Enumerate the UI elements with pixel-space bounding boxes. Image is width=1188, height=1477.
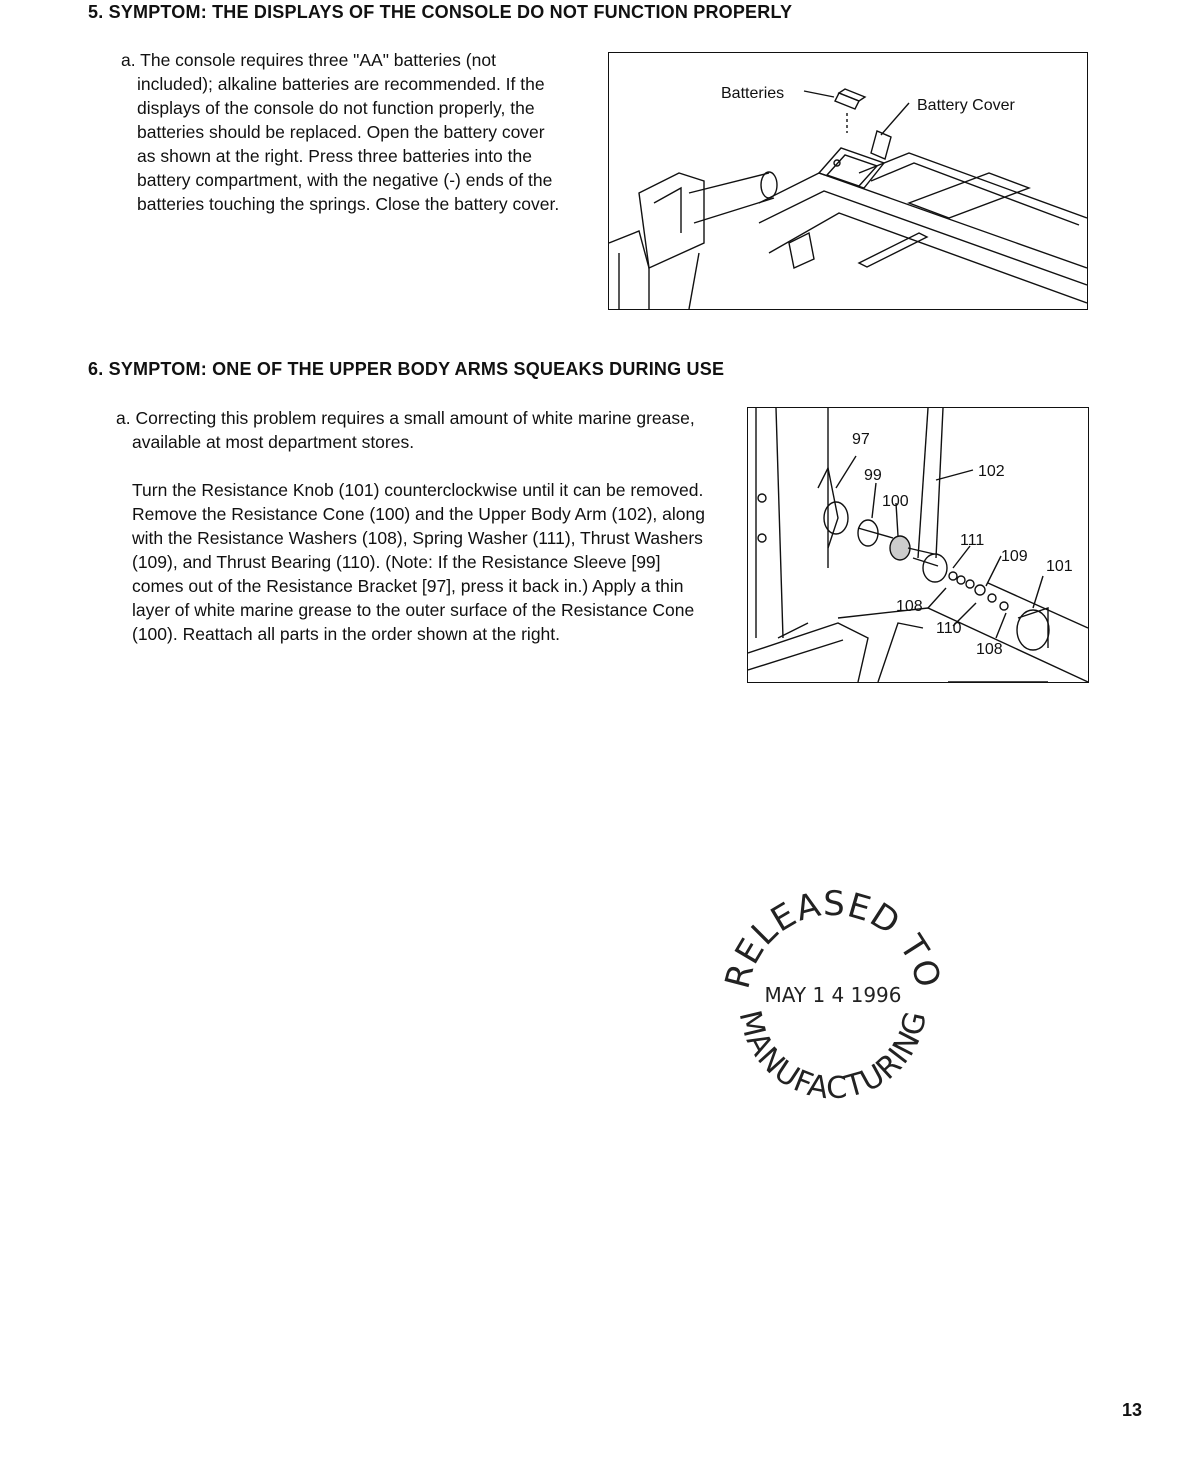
battery-cover-label: Battery Cover — [917, 97, 1015, 114]
released-to-manufacturing-stamp — [718, 880, 948, 1110]
stamp-graphic — [718, 880, 948, 1110]
stamp-top-text: RELEASED TO — [718, 883, 948, 993]
battery-figure — [608, 52, 1088, 310]
section-6-text-b: Turn the Resistance Knob (101) counterclockwise until it can be removed. Remove the Resistance Cone (100) and the Upper Body Arm (102), along with the Resistance Washers (108), Spring Washer (111), Thrust Washers (109), and Thrust Bearing (110). (Note: If the Resistance Sleeve [99] comes out of the Resistance Bracket [97], press it back in.) Apply a thin layer of white marine grease to the outer surface of the Resistance Cone (100). Reattach all parts in the order shown at the right. — [132, 480, 705, 644]
svg-text:RELEASED TO — [718, 884, 948, 993]
part-97-label: 97 — [852, 431, 870, 448]
section-6-paragraphs — [116, 406, 707, 646]
upper-arm-figure — [747, 407, 1089, 683]
part-108-label-upper: 108 — [896, 598, 923, 615]
section-6-text-a: a. Correcting this problem requires a small amount of white marine grease, available at most department stores. — [116, 408, 695, 452]
part-99-label: 99 — [864, 467, 882, 484]
section-6-heading: 6. SYMPTOM: ONE OF THE UPPER BODY ARMS SQUEAKS DURING USE — [88, 359, 725, 379]
part-110-label: 110 — [936, 620, 962, 637]
part-101-label: 101 — [1046, 558, 1073, 575]
svg-text:MANUFACTURING — [732, 1007, 935, 1106]
stamp-date: MAY 1 4 1996 — [764, 983, 902, 1007]
section-5-text: a. The console requires three "AA" batteries (not included); alkaline batteries are recommended. If the displays of the console do not function properly, the batteries should be replaced. Open the battery cover as shown at the right. Press three batteries into the battery compartment, with the negative (-) ends of the batteries touching the springs. Close the battery cover. — [121, 50, 560, 214]
part-108-label-lower: 108 — [976, 641, 1003, 658]
section-5-heading: 5. SYMPTOM: THE DISPLAYS OF THE CONSOLE DO NOT FUNCTION PROPERLY — [88, 2, 793, 22]
battery-illustration — [609, 53, 1087, 309]
stamp-bottom-text: MANUFACTURING — [731, 1007, 935, 1107]
part-100-label: 100 — [882, 493, 909, 510]
part-109-label: 109 — [1001, 548, 1028, 565]
page-number: 13 — [1122, 1400, 1143, 1420]
part-102-label: 102 — [978, 463, 1005, 480]
part-111-label: 111 — [960, 532, 985, 549]
upper-arm-illustration — [748, 408, 1088, 682]
batteries-label: Batteries — [721, 85, 785, 102]
section-5-paragraph-a — [121, 48, 567, 216]
